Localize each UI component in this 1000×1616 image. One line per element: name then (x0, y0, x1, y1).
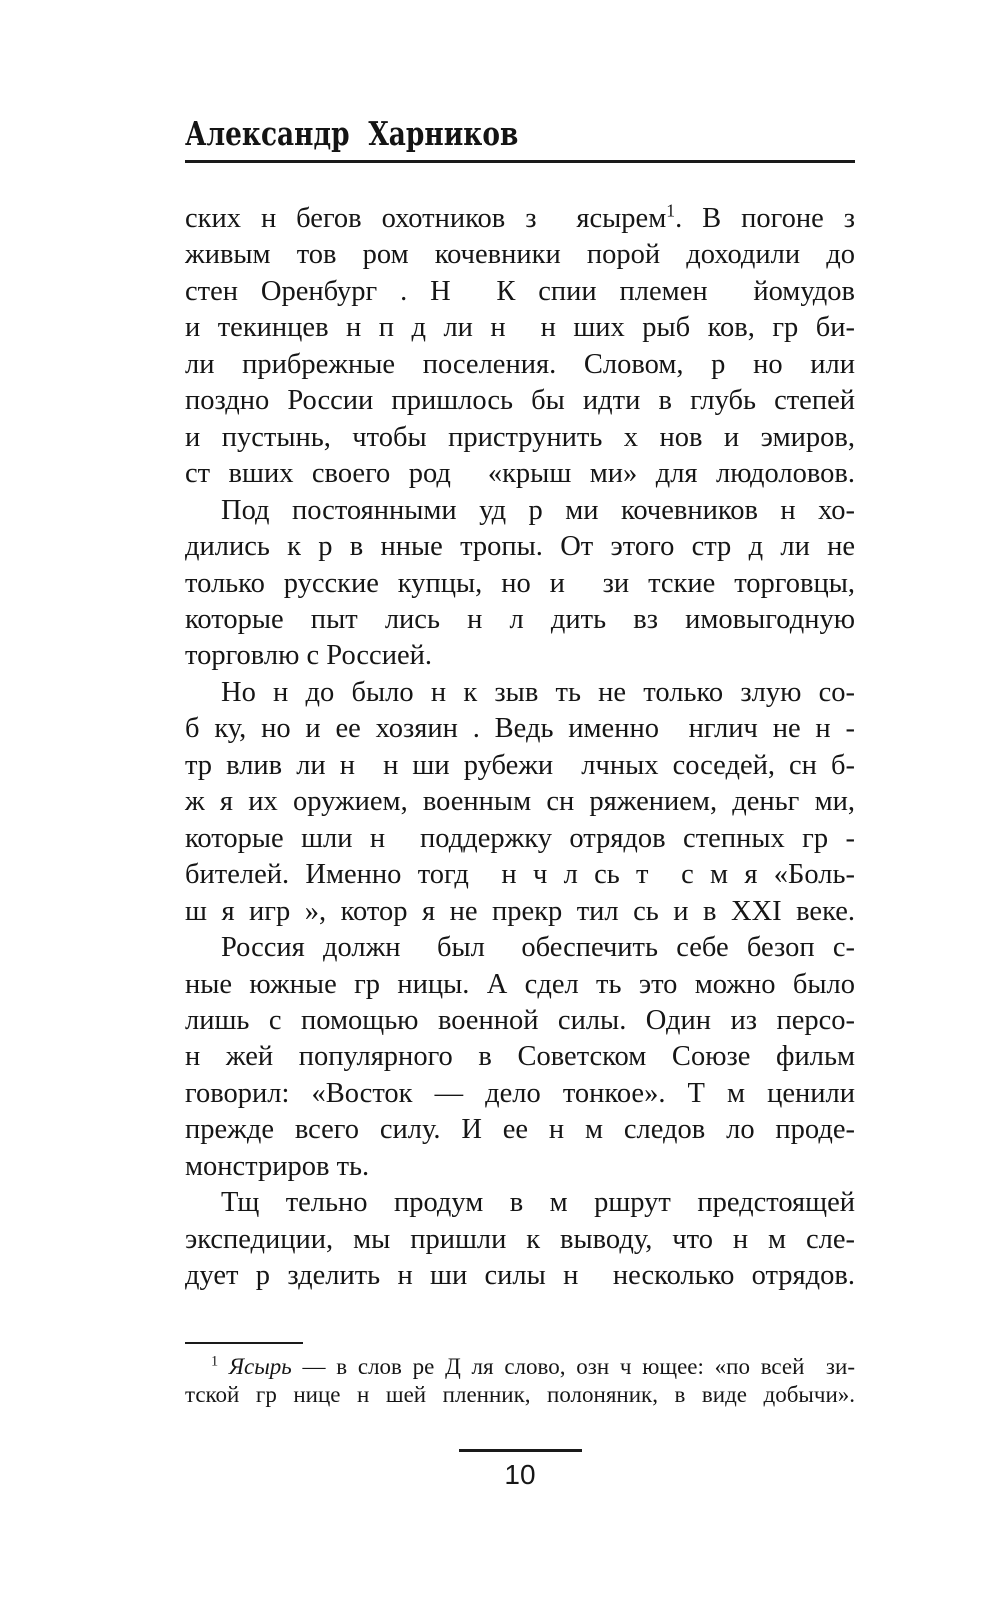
text-line (185, 1076, 855, 1112)
text-run: б ку, но и ее хозяин . Ведь именно нглич не н - (185, 713, 855, 745)
text-line (185, 493, 855, 529)
text-line (185, 310, 855, 346)
text-run: живым тов ром кочевники порой доходили до (185, 239, 855, 271)
text-line (185, 1039, 855, 1075)
page-number: 10 (504, 1459, 536, 1490)
text-line (185, 784, 855, 820)
text-line (185, 201, 855, 237)
text-run: Россия должн был обеспечить себе безоп с- (221, 932, 855, 964)
text-line (185, 930, 855, 966)
text-line (185, 1381, 855, 1409)
text-run: дует р зделить н ши силы н несколько отрядов. (185, 1260, 855, 1292)
text-run (218, 1354, 229, 1379)
text-run: ные южные гр ницы. А сдел ть это можно было (185, 968, 855, 1000)
text-run: тр влив ли н н ши рубежи лчных соседей, сн б- (185, 749, 855, 781)
text-line (185, 274, 855, 310)
text-line (185, 1258, 855, 1294)
header-rule (185, 160, 855, 163)
text-run: и текинцев н п д ли н н ших рыб ков, гр би- (185, 312, 855, 344)
text-run: которые шли н поддержку отрядов степных гр - (185, 822, 855, 854)
text-line (185, 638, 855, 674)
text-line (185, 967, 855, 1003)
text-run: ж я их оружием, военным сн ряжением, деньг ми, (185, 786, 855, 818)
page-footer (185, 1449, 855, 1490)
footnote-marker: 1 (666, 200, 676, 221)
text-line (185, 857, 855, 893)
text-run: ст вших своего род «крыш ми» для людоловов. (185, 458, 855, 490)
text-run: тской гр нице н шей пленник, полоняник, в виде добычи». (185, 1381, 855, 1407)
text-line (185, 529, 855, 565)
text-run: ш я игр », котор я не прекр тил сь и в XXI веке. (185, 895, 855, 927)
text-run: бителей. Именно тогд н ч л сь т с м я «Боль- (185, 859, 855, 891)
text-run: прежде всего силу. И ее н м следов ло проде- (185, 1114, 855, 1146)
text-run: стен Оренбург . Н К спии племен йомудов (185, 275, 855, 307)
text-line (185, 894, 855, 930)
text-line (185, 383, 855, 419)
text-run: торговлю с Россией. (185, 640, 432, 672)
body-text (185, 201, 855, 1295)
text-line (185, 1353, 855, 1381)
text-line (185, 821, 855, 857)
text-line (185, 347, 855, 383)
text-run: и пустынь, чтобы приструнить х нов и эмиров, (185, 421, 855, 453)
text-run: ли прибрежные поселения. Словом, р но или (185, 348, 855, 380)
text-line (185, 711, 855, 747)
footnote (185, 1342, 855, 1408)
text-run: ских н бегов охотников з ясырем (185, 203, 667, 234)
text-line (185, 1003, 855, 1039)
text-run: н жей популярного в Советском Союзе фильм (185, 1041, 855, 1073)
text-line (185, 1149, 855, 1185)
text-run: говорил: «Восток — дело тонкое». Т м ценили (185, 1077, 855, 1109)
text-line (185, 1112, 855, 1148)
text-line (185, 1185, 855, 1221)
text-line (185, 420, 855, 456)
text-run: экспедиции, мы пришли к выводу, что н м сле- (185, 1223, 855, 1255)
text-line (185, 748, 855, 784)
text-run: Под постоянными уд р ми кочевников н хо- (221, 494, 855, 526)
footnote-text (185, 1353, 855, 1408)
text-run: которые пыт лись н л дить вз имовыгодную (185, 603, 855, 635)
text-run: поздно России пришлось бы идти в глубь степей (185, 385, 855, 417)
text-line (185, 237, 855, 273)
text-run: лишь с помощью военной силы. Один из персо- (185, 1004, 855, 1036)
text-run: . В погоне з (675, 203, 855, 234)
text-run: монстриров ть. (185, 1150, 370, 1182)
text-line (185, 456, 855, 492)
text-run: — в слов ре Д ля слово, озн ч ющее: «по всей зи- (291, 1354, 855, 1379)
text-line (185, 675, 855, 711)
text-line (185, 566, 855, 602)
text-run: Тщ тельно продум в м ршрут предстоящей (221, 1187, 855, 1219)
text-line (185, 602, 855, 638)
footnote-marker: 1 (211, 1353, 219, 1370)
footnote-separator-rule (185, 1342, 303, 1344)
text-run: только русские купцы, но и зи тские торговцы, (185, 567, 855, 599)
text-line (185, 1222, 855, 1258)
text-run: Но н до было н к зыв ть не только злую со- (221, 676, 855, 708)
italic-term: Ясырь (228, 1354, 292, 1379)
author-name: Александр Харников (185, 114, 519, 153)
footer-rule (459, 1449, 582, 1452)
text-run: дились к р в нные тропы. От этого стр д ли не (185, 531, 855, 563)
